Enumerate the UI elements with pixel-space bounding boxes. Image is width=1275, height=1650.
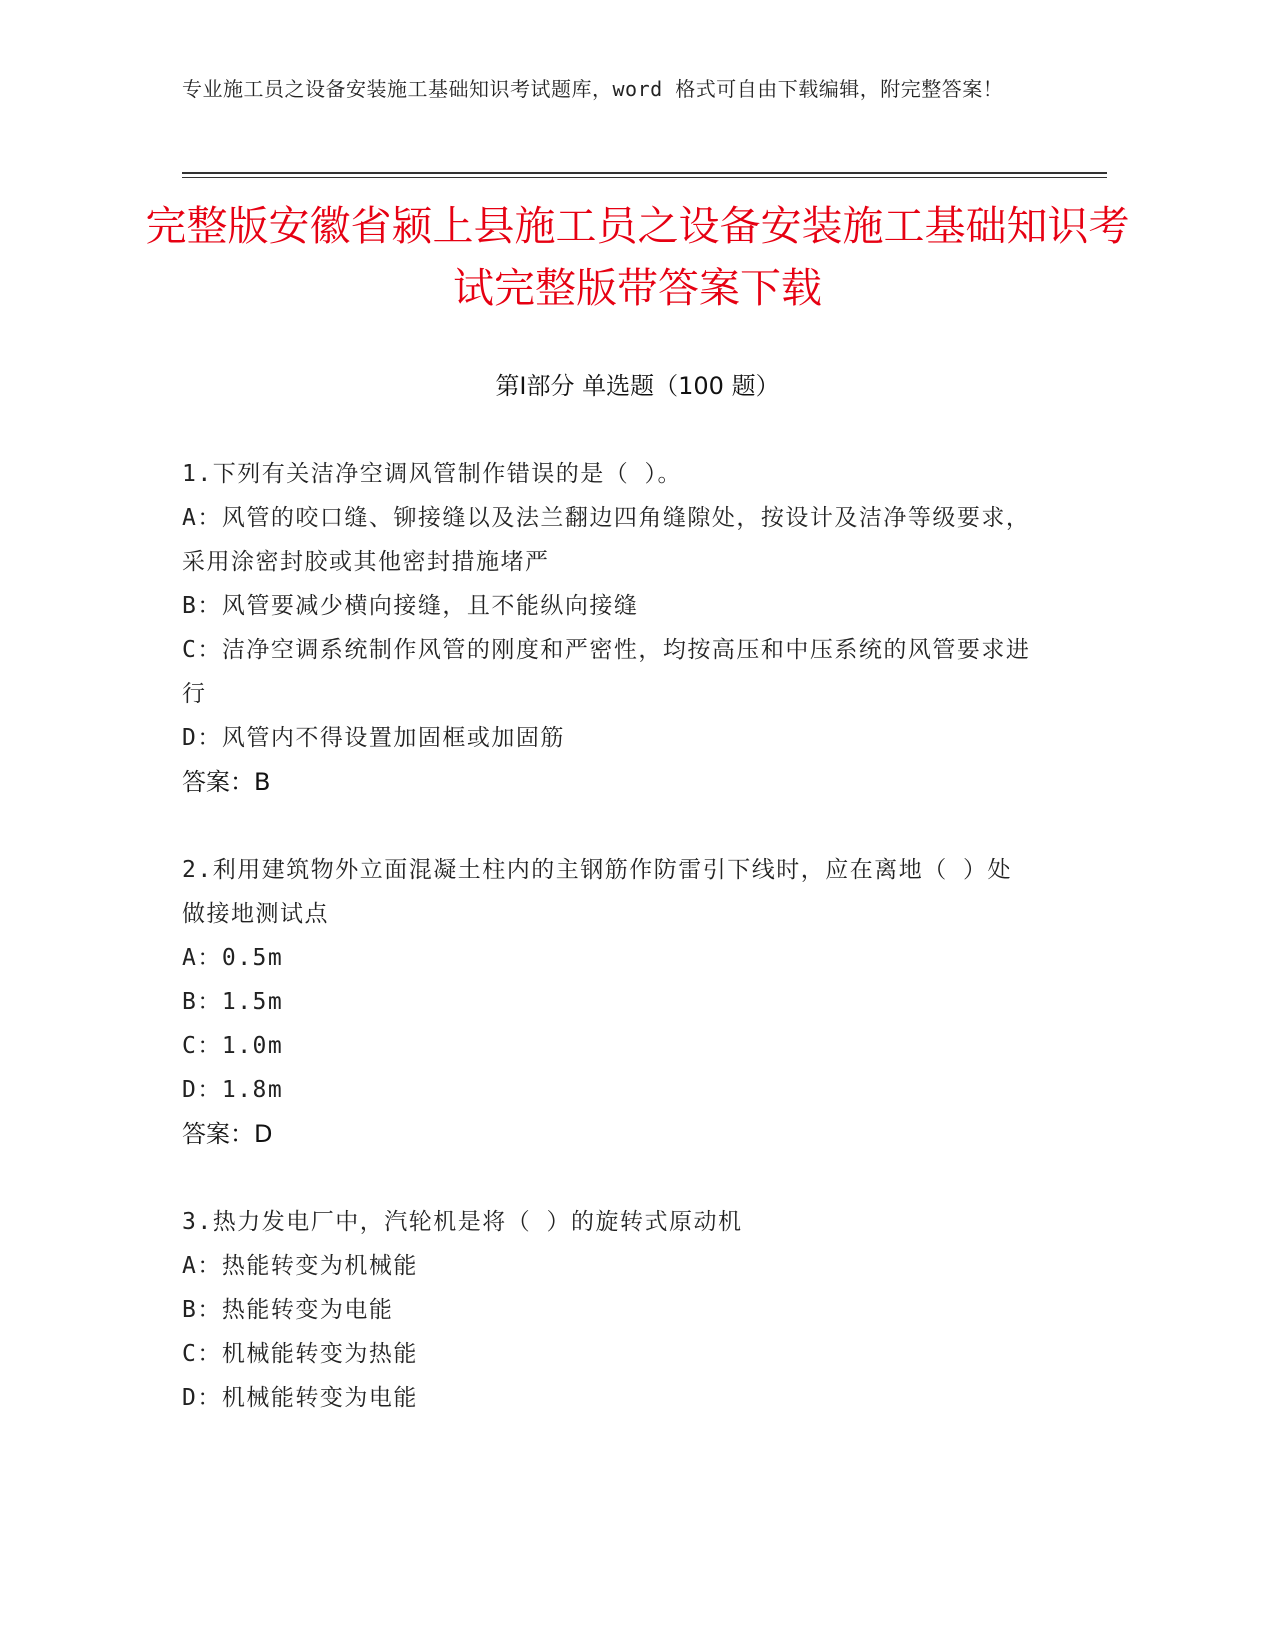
question-text: 3.热力发电厂中，汽轮机是将（ ）的旋转式原动机 xyxy=(182,1209,743,1235)
option-a: A：0.5m xyxy=(182,945,284,971)
question-text: 2.利用建筑物外立面混凝土柱内的主钢筋作防雷引下线时，应在离地（ ）处做接地测试点 xyxy=(182,857,1013,927)
option-d: D：机械能转变为电能 xyxy=(182,1385,418,1411)
option-a: A：热能转变为机械能 xyxy=(182,1253,418,1279)
section-heading: 第Ⅰ部分 单选题（100 题） xyxy=(495,372,780,400)
answer-text: 答案：B xyxy=(182,768,271,796)
option-a: A：风管的咬口缝、铆接缝以及法兰翻边四角缝隙处，按设计及洁净等级要求，采用涂密封胶或其他密封措施堵严 xyxy=(182,505,1031,575)
answer-text: 答案：D xyxy=(182,1120,273,1148)
question-list xyxy=(182,452,1032,1464)
header-note: 专业施工员之设备安装施工基础知识考试题库，word 格式可自由下载编辑，附完整答案！ xyxy=(182,77,1004,101)
document-title: 完整版安徽省颍上县施工员之设备安装施工基础知识考试完整版带答案下载 xyxy=(145,202,1130,312)
option-c: C：洁净空调系统制作风管的刚度和严密性，均按高压和中压系统的风管要求进行 xyxy=(182,637,1031,707)
question-3 xyxy=(182,1200,1032,1420)
option-b: B：热能转变为电能 xyxy=(182,1297,394,1323)
question-text: 1.下列有关洁净空调风管制作错误的是（ ）。 xyxy=(182,461,683,487)
option-b: B：1.5m xyxy=(182,989,284,1015)
header-divider-thick xyxy=(182,172,1107,174)
header-divider-thin xyxy=(182,177,1107,178)
option-c: C：1.0m xyxy=(182,1033,284,1059)
option-b: B：风管要减少横向接缝，且不能纵向接缝 xyxy=(182,593,639,619)
option-d: D：风管内不得设置加固框或加固筋 xyxy=(182,725,565,751)
question-1 xyxy=(182,452,1032,804)
question-2 xyxy=(182,848,1032,1156)
option-d: D：1.8m xyxy=(182,1077,284,1103)
option-c: C：机械能转变为热能 xyxy=(182,1341,418,1367)
